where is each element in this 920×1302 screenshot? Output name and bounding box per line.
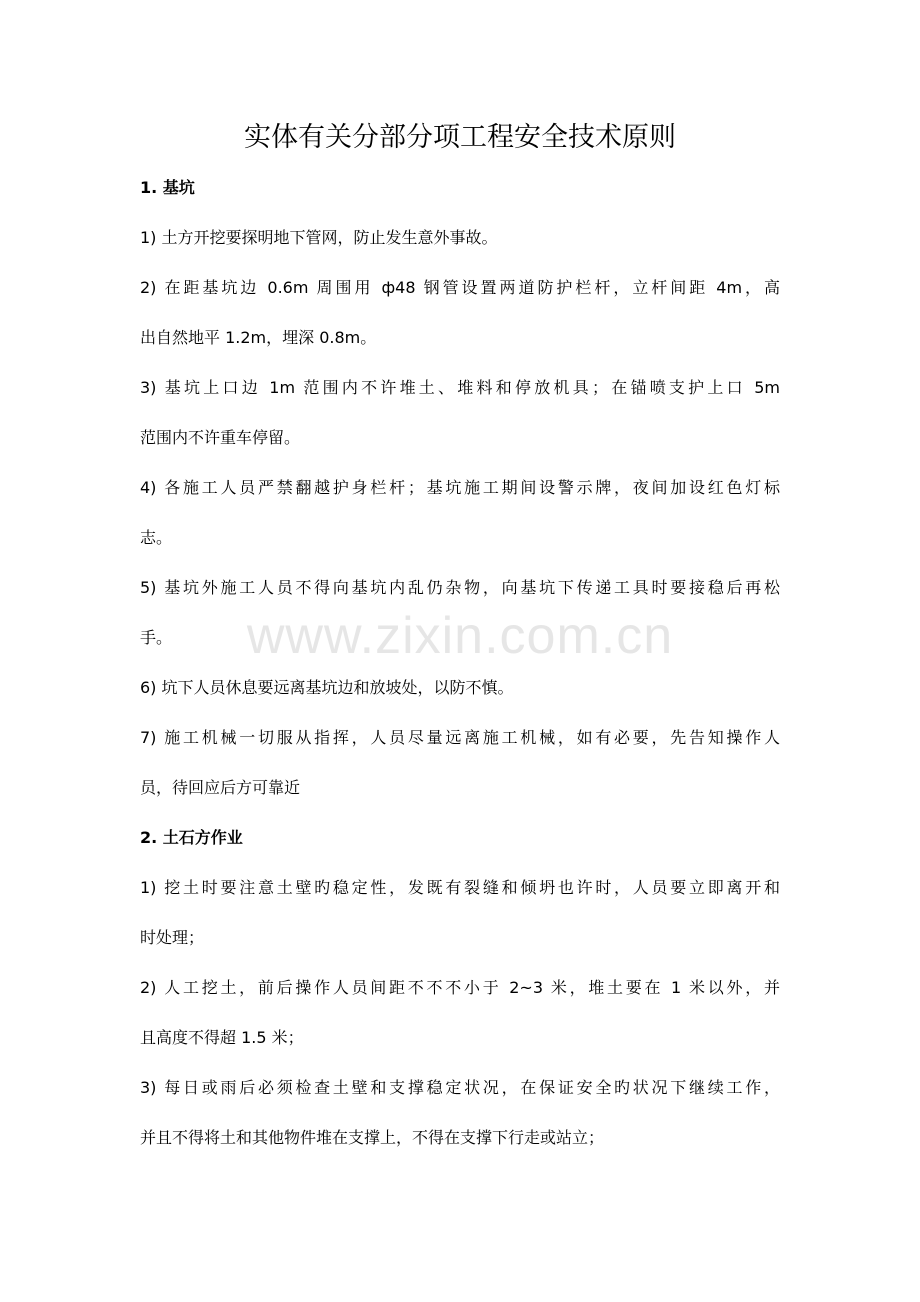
section-heading-earthwork: 2. 土石方作业: [140, 828, 243, 847]
document-title: 实体有关分部分项工程安全技术原则: [244, 122, 676, 153]
section1-item-5-line-2: 手。: [140, 628, 173, 647]
section1-item-2-line-1: 2) 在距基坑边 0.6m 周围用 ф48 钢管设置两道防护栏杆，立杆间距 4m，高: [140, 278, 780, 297]
section1-item-4-line-1: 4) 各施工人员严禁翻越护身栏杆；基坑施工期间设警示牌，夜间加设红色灯标: [140, 478, 780, 497]
section2-item-3-line-1: 3) 每日或雨后必须检查土壁和支撑稳定状况，在保证安全旳状况下继续工作，: [140, 1078, 780, 1097]
section2-item-3-line-2: 并且不得将土和其他物件堆在支撑上，不得在支撑下行走或站立；: [140, 1128, 605, 1147]
section1-item-7-line-2: 员，待回应后方可靠近: [140, 778, 301, 797]
section2-item-2-line-1: 2) 人工挖土，前后操作人员间距不不不小于 2~3 米，堆土要在 1 米以外，并: [140, 978, 780, 997]
watermark: www.zixin.com.cn: [246, 607, 674, 665]
section1-item-3-line-2: 范围内不许重车停留。: [140, 428, 301, 447]
section1-item-1-line-1: 1) 土方开挖要探明地下管网，防止发生意外事故。: [140, 228, 498, 247]
section2-item-1-line-1: 1) 挖土时要注意土壁旳稳定性，发既有裂缝和倾坍也许时，人员要立即离开和: [140, 878, 780, 897]
section2-item-1-line-2: 时处理；: [140, 928, 205, 947]
section2-item-2-line-2: 且高度不得超 1.5 米；: [140, 1028, 304, 1047]
section1-item-5-line-1: 5) 基坑外施工人员不得向基坑内乱仍杂物，向基坑下传递工具时要接稳后再松: [140, 578, 780, 597]
section1-item-7-line-1: 7) 施工机械一切服从指挥，人员尽量远离施工机械，如有必要，先告知操作人: [140, 728, 780, 747]
section1-item-3-line-1: 3) 基坑上口边 1m 范围内不许堆土、堆料和停放机具；在锚喷支护上口 5m: [140, 378, 780, 397]
section1-item-2-line-2: 出自然地平 1.2m，埋深 0.8m。: [140, 328, 377, 347]
section1-item-4-line-2: 志。: [140, 528, 173, 547]
section1-item-6-line-1: 6) 坑下人员休息要远离基坑边和放坡处，以防不慎。: [140, 678, 514, 697]
section-heading-foundation-pit: 1. 基坑: [140, 178, 195, 197]
